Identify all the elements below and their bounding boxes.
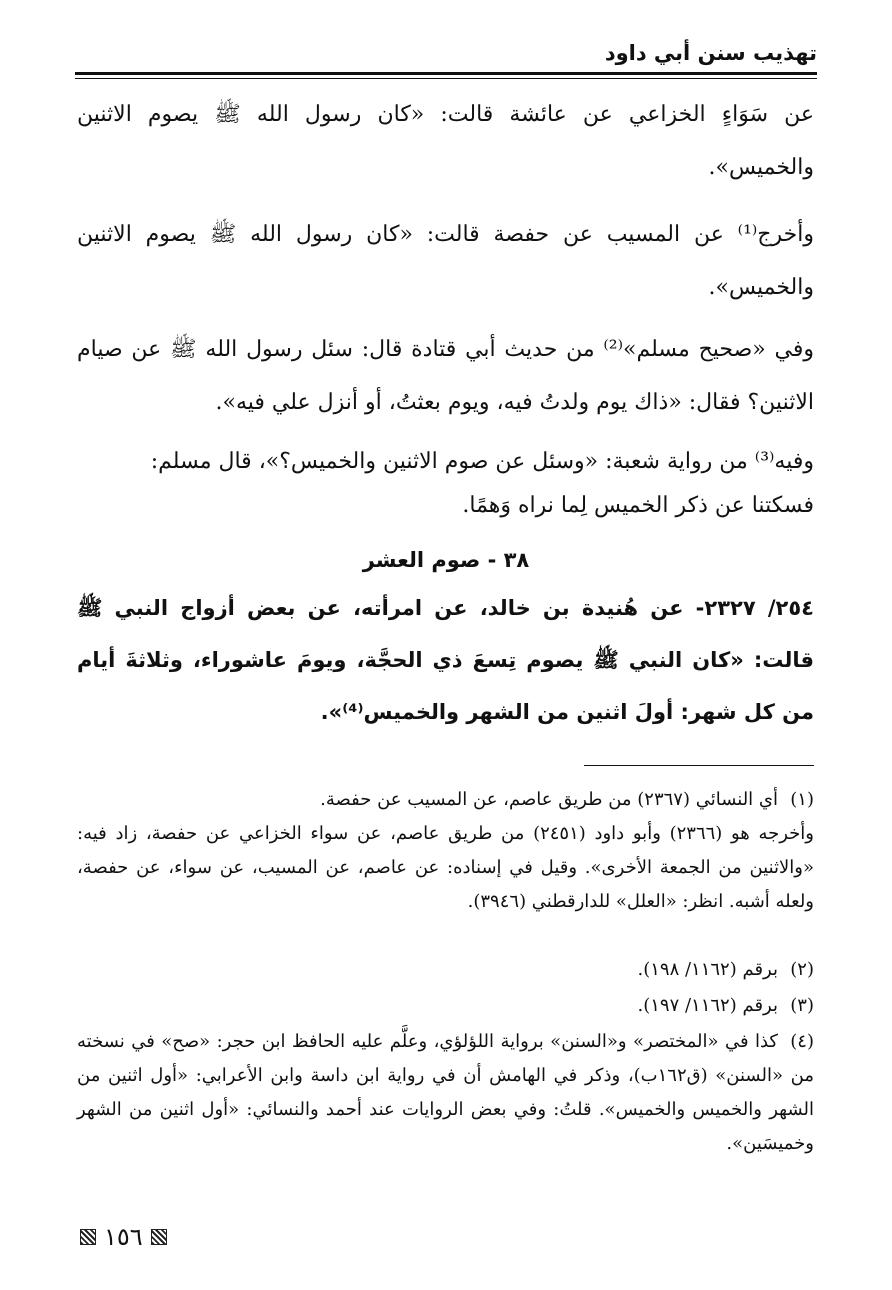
paragraph-sahih-muslim: وفي «صحيح مسلم»⁽²⁾ من حديث أبي قتادة قال: سئل رسول الله ﷺ عن صيام الاثنين؟ فقال: «ذاك يوم ولدتُ فيه، ويوم بعثتُ، أو أنزل علي فيه». xyxy=(77,337,815,415)
footnote-text: كذا في «المختصر» و«السنن» برواية اللؤلؤي، وعلَّم عليه الحافظ ابن حجر: «صح» في نسخته من «السنن» (ق١٦٢ب)، وذكر في الهامش أن في رواية ابن داسة وابن الأعرابي: «أول اثنين من الشهر والخميس والخميس». قلتُ: وفي بعض الروايات عند أحمد والنسائي: «أول اثنين من الشهر وخميسَين». xyxy=(77,1031,814,1154)
hadith-text: ٢٥٤/ ٢٣٢٧- عن هُنيدة بن خالد، عن امرأته، عن بعض أزواج النبي ﷺ قالت: «كان النبي ﷺ يصوم تِسعَ ذي الحجَّة، ويومَ عاشوراء، وثلاثةَ أيام من كل شهر: أولَ اثنين من الشهر والخميس⁽⁴⁾». xyxy=(77,596,814,724)
paragraph-hafsa-narration: وأخرج⁽¹⁾ عن المسيب عن حفصة قالت: «كان رسول الله ﷺ يصوم الاثنين والخميس». xyxy=(77,222,814,300)
footnote-number: (٣) xyxy=(790,995,814,1016)
ornament-icon xyxy=(149,1227,169,1247)
page-number: ١٥٦ xyxy=(104,1223,143,1251)
footnote-1 xyxy=(77,783,814,919)
page-number-block xyxy=(78,1222,169,1252)
footnote-text: برقم (١١٦٢/ ١٩٨). xyxy=(637,959,778,980)
paragraph-muslim-comment: فسكتنا عن ذكر الخميس لِما نراه وَهمًا. xyxy=(462,493,814,518)
header-rule-thin xyxy=(75,78,817,79)
footnote-continuation: وأخرجه هو (٢٣٦٦) وأبو داود (٢٤٥١) من طريق عاصم، عن سواء الخزاعي عن حفصة، زاد فيه: «والاثنين من الجمعة الأخرى». وقيل في إسناده: عن عاصم، عن المسيب، عن سواء، عن حفصة، ولعله أشبه. انظر: «العلل» للدارقطني (٣٩٤٦). xyxy=(77,823,814,912)
footnote-number: (٢) xyxy=(790,959,814,980)
footnote-text: أي النسائي (٢٣٦٧) من طريق عاصم، عن المسيب عن حفصة. xyxy=(320,789,778,810)
footnote-separator xyxy=(584,765,814,766)
footnote-2 xyxy=(77,953,814,987)
header-rule-thick xyxy=(75,72,817,75)
footnote-text: برقم (١١٦٢/ ١٩٧). xyxy=(637,995,778,1016)
running-header-title: تهذيب سنن أبي داود xyxy=(604,41,817,65)
paragraph-shuba-narration: وفيه⁽³⁾ من رواية شعبة: «وسئل عن صوم الاثنين والخميس؟»، قال مسلم: xyxy=(150,449,814,474)
ornament-icon xyxy=(78,1227,98,1247)
footnote-4 xyxy=(77,1025,814,1161)
paragraph-aisha-narration: عن سَوَاءٍ الخزاعي عن عائشة قالت: «كان رسول الله ﷺ يصوم الاثنين والخميس». xyxy=(77,102,814,180)
section-heading: ٣٨ - صوم العشر xyxy=(362,548,530,572)
footnote-number: (٤) xyxy=(790,1031,814,1052)
footnote-3 xyxy=(77,989,814,1023)
footnote-number: (١) xyxy=(790,789,814,810)
